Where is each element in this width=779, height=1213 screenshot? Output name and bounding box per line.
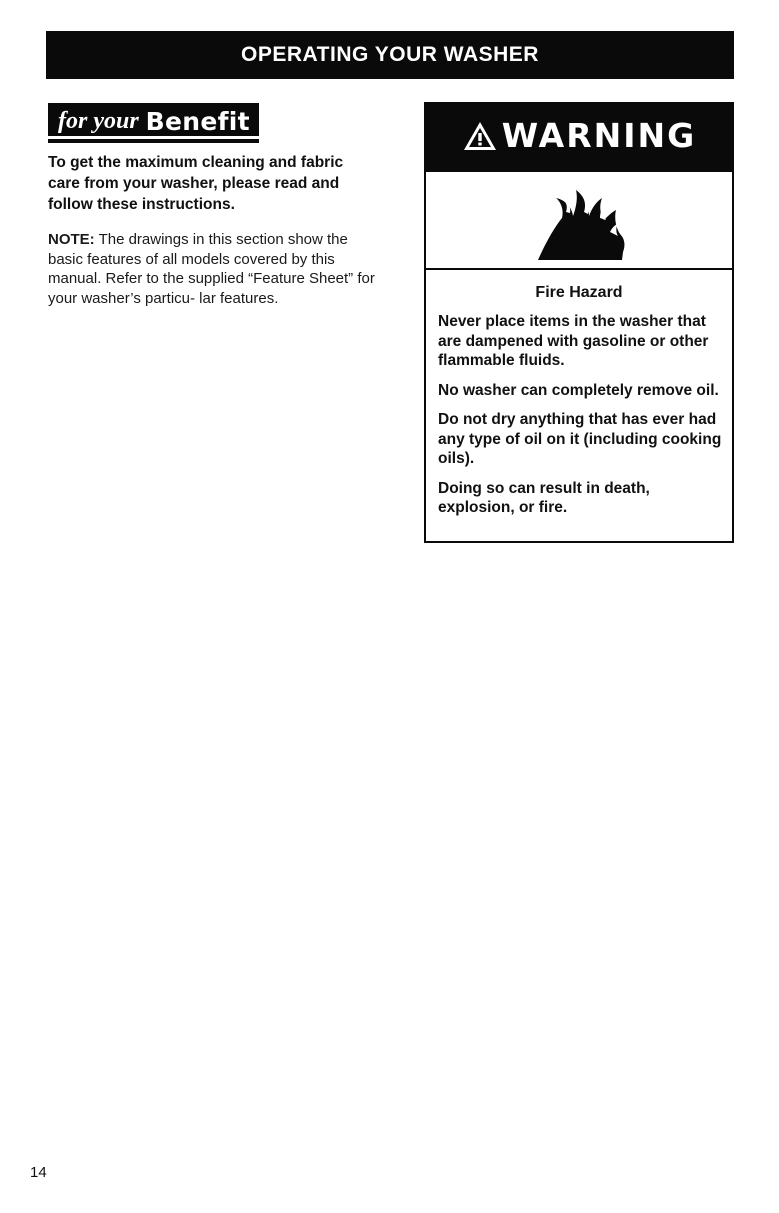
page-number: 14: [30, 1164, 47, 1181]
section-header: [46, 31, 734, 79]
section-title: OPERATING YOUR WASHER: [241, 43, 539, 66]
warning-box: [424, 102, 734, 543]
badge-box: [48, 103, 259, 143]
warning-title-row: [426, 116, 732, 155]
fire-flame-icon: [426, 172, 732, 268]
note-text: The drawings in this section show the basic features of all models covered by this manual. Refer to the supplied “Feature Sheet” for your washer’s particu- lar features.: [48, 231, 375, 308]
warning-title: WARNING: [501, 116, 697, 155]
badge-word: Benefit: [145, 106, 250, 136]
warning-body: [426, 272, 732, 528]
warning-header: [426, 104, 732, 270]
badge-prefix: for your: [58, 107, 139, 134]
warning-paragraph: Do not dry anything that has ever had any type of oil on it (including cooking oils).: [438, 411, 722, 467]
hazard-title: Fire Hazard: [535, 284, 623, 301]
warning-triangle-icon: [462, 120, 498, 152]
intro-paragraph: To get the maximum cleaning and fabric care from your washer, please read and follow these instructions.: [48, 154, 344, 213]
warning-paragraph: Never place items in the washer that are dampened with gasoline or other flammable fluids.: [438, 313, 709, 369]
warning-paragraph: Doing so can result in death, explosion, or fire.: [438, 479, 650, 516]
fire-pictogram-panel: [426, 172, 732, 268]
note-label: NOTE:: [48, 231, 95, 248]
fire-pictogram-area: [426, 172, 732, 266]
warning-paragraph: No washer can completely remove oil.: [438, 381, 719, 399]
for-your-benefit-badge: [48, 103, 259, 143]
note-paragraph: [48, 230, 383, 309]
